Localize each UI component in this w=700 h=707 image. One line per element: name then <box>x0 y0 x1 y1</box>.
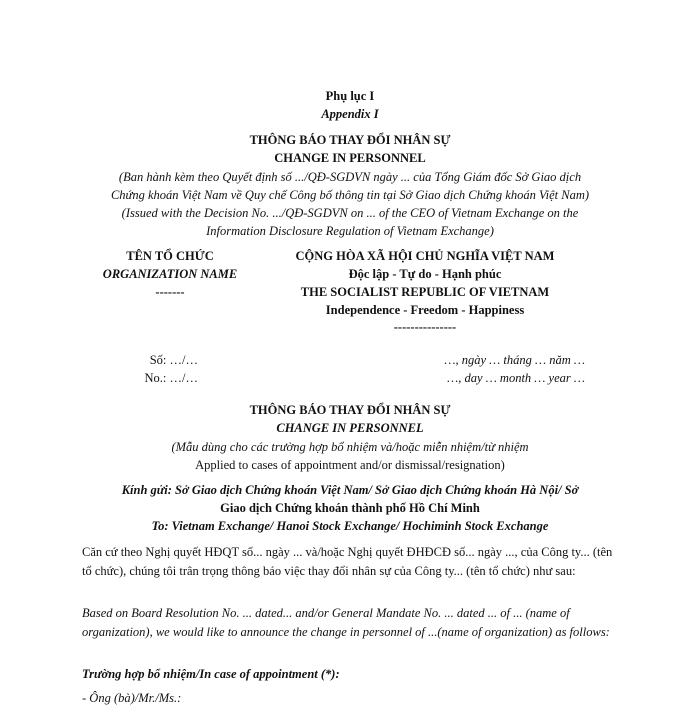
issued-note-vi-2: Chứng khoán Việt Nam về Quy chế Công bố thông tin tại Sở Giao dịch Chứng khoán Việt Nam) <box>110 188 590 202</box>
republic-title-en: THE SOCIALIST REPUBLIC OF VIETNAM <box>300 285 550 299</box>
usage-note-en: Applied to cases of appointment and/or dismissal/resignation) <box>195 458 505 472</box>
document-number-en: No.: …/… <box>144 371 198 385</box>
recipient-vi-1: Kính gửi: Sở Giao dịch Chứng khoán Việt Nam/ Sở Giao dịch Chứng khoán Hà Nội/ Sở <box>121 483 579 497</box>
main-title-en: CHANGE IN PERSONNEL <box>274 151 426 165</box>
notice-title-vi: THÔNG BÁO THAY ĐỔI NHÂN SỰ <box>249 403 451 417</box>
body-paragraph-vi: Căn cứ theo Nghị quyết HĐQT số... ngày ... và/hoặc Nghị quyết ĐHĐCĐ số... ngày ..., của Công ty... (tên tổ chức), chúng tôi trân trọng thông báo việc thay đổi nhân sự của Công ty... (tên tổ chức) như sau: <box>82 545 613 578</box>
document-date-vi: …, ngày … tháng … năm … <box>444 353 585 367</box>
motto-en: Independence - Freedom - Happiness <box>325 303 525 317</box>
document-number-vi: Số: …/… <box>149 353 198 367</box>
usage-note-vi: (Mẫu dùng cho các trường hợp bổ nhiệm và/hoặc miễn nhiệm/từ nhiệm <box>171 440 529 454</box>
org-divider: ------- <box>155 285 185 299</box>
republic-title-vi: CỘNG HÒA XÃ HỘI CHỦ NGHĨA VIỆT NAM <box>295 249 555 263</box>
notice-title-en: CHANGE IN PERSONNEL <box>276 421 424 435</box>
appendix-title-vi: Phụ lục I <box>325 89 375 103</box>
republic-divider: --------------- <box>393 320 457 334</box>
appendix-title-en: Appendix I <box>321 107 379 121</box>
recipient-vi-2: Giao dịch Chứng khoán thành phố Hồ Chí Minh <box>220 501 480 515</box>
appointment-case-heading: Trường hợp bổ nhiệm/In case of appointment (*): <box>82 667 340 681</box>
org-name-vi: TÊN TỔ CHỨC <box>126 249 214 263</box>
person-name-field-label: - Ông (bà)/Mr./Ms.: <box>82 691 182 705</box>
document-date-en: …, day … month … year … <box>447 371 585 385</box>
motto-vi: Độc lập - Tự do - Hạnh phúc <box>348 267 502 281</box>
issued-note-vi-1: (Ban hành kèm theo Quyết định số .../QĐ-SGDVN ngày ... của Tổng Giám đốc Sở Giao dịch <box>118 170 582 184</box>
main-title-vi: THÔNG BÁO THAY ĐỔI NHÂN SỰ <box>249 133 451 147</box>
org-name-en: ORGANIZATION NAME <box>102 267 238 281</box>
recipient-en: To: Vietnam Exchange/ Hanoi Stock Exchange/ Hochiminh Stock Exchange <box>151 519 549 533</box>
issued-note-en-2: Information Disclosure Regulation of Vietnam Exchange) <box>206 224 494 238</box>
issued-note-en-1: (Issued with the Decision No. .../QĐ-SGDVN on ... of the CEO of Vietnam Exchange on the <box>121 206 579 220</box>
body-paragraph-en: Based on Board Resolution No. ... dated... and/or General Mandate No. ... dated ... of ... (name of organization), we would like to announce the change in personnel of ...(name of organization) as follows: <box>82 606 610 639</box>
